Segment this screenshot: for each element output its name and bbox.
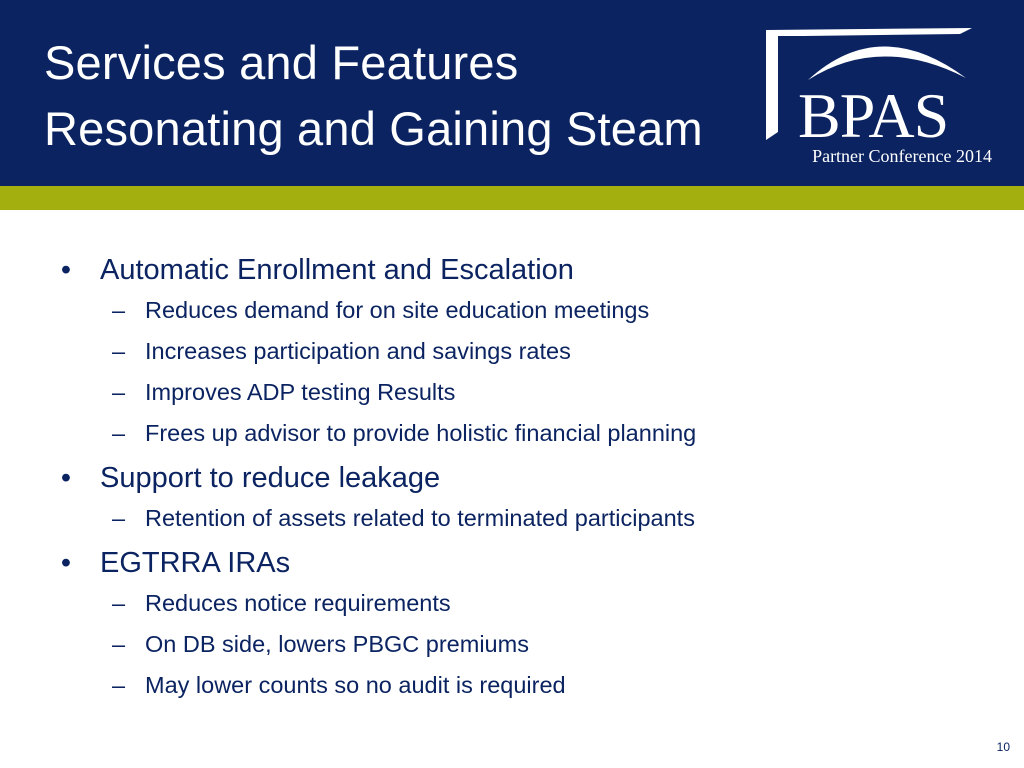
sub-bullet-text: Frees up advisor to provide holistic financial planning [145, 420, 697, 446]
accent-bar [0, 186, 1024, 210]
sub-bullet-item [56, 290, 986, 331]
dash-marker: – [112, 297, 126, 323]
sub-bullet-item [56, 372, 986, 413]
sub-bullet-item [56, 665, 986, 706]
bullet-list [56, 246, 986, 706]
sub-bullet-item [56, 331, 986, 372]
dash-marker: – [112, 590, 126, 616]
dash-marker: – [112, 672, 126, 698]
bullet-text: Support to reduce leakage [100, 462, 441, 494]
sub-bullet-text: Reduces demand for on site education meetings [145, 297, 650, 323]
dash-marker: – [112, 338, 126, 364]
bullet-marker: • [60, 547, 72, 579]
bullet-item [56, 458, 986, 498]
sub-bullet-text: On DB side, lowers PBGC premiums [145, 631, 529, 657]
bullet-marker: • [60, 462, 72, 494]
sub-bullet-text: Retention of assets related to terminated participants [145, 505, 695, 531]
sub-bullet-item [56, 498, 986, 539]
slide-title-line-1: Services and Features [44, 36, 519, 89]
slide-title [44, 30, 764, 162]
sub-bullet-text: Reduces notice requirements [145, 590, 451, 616]
bpas-logo [760, 22, 1010, 172]
dash-marker: – [112, 420, 126, 446]
sub-bullet-text: Increases participation and savings rates [145, 338, 571, 364]
logo-subtitle: Partner Conference 2014 [812, 146, 992, 166]
sub-bullet-text: May lower counts so no audit is required [145, 672, 566, 698]
page-number: 10 [996, 740, 1010, 754]
bullet-item [56, 543, 986, 583]
sub-bullet-item [56, 583, 986, 624]
dash-marker: – [112, 379, 126, 405]
header-banner [0, 0, 1024, 186]
sub-bullet-text: Improves ADP testing Results [145, 379, 456, 405]
dash-marker: – [112, 631, 126, 657]
bullet-item [56, 250, 986, 290]
sub-bullet-item [56, 413, 986, 454]
slide-title-line-2: Resonating and Gaining Steam [44, 102, 703, 155]
dash-marker: – [112, 505, 126, 531]
sub-bullet-item [56, 624, 986, 665]
logo-wordmark: BPAS [798, 80, 949, 151]
bullet-marker: • [60, 254, 72, 286]
bullet-text: Automatic Enrollment and Escalation [100, 254, 574, 286]
bullet-text: EGTRRA IRAs [100, 547, 291, 579]
